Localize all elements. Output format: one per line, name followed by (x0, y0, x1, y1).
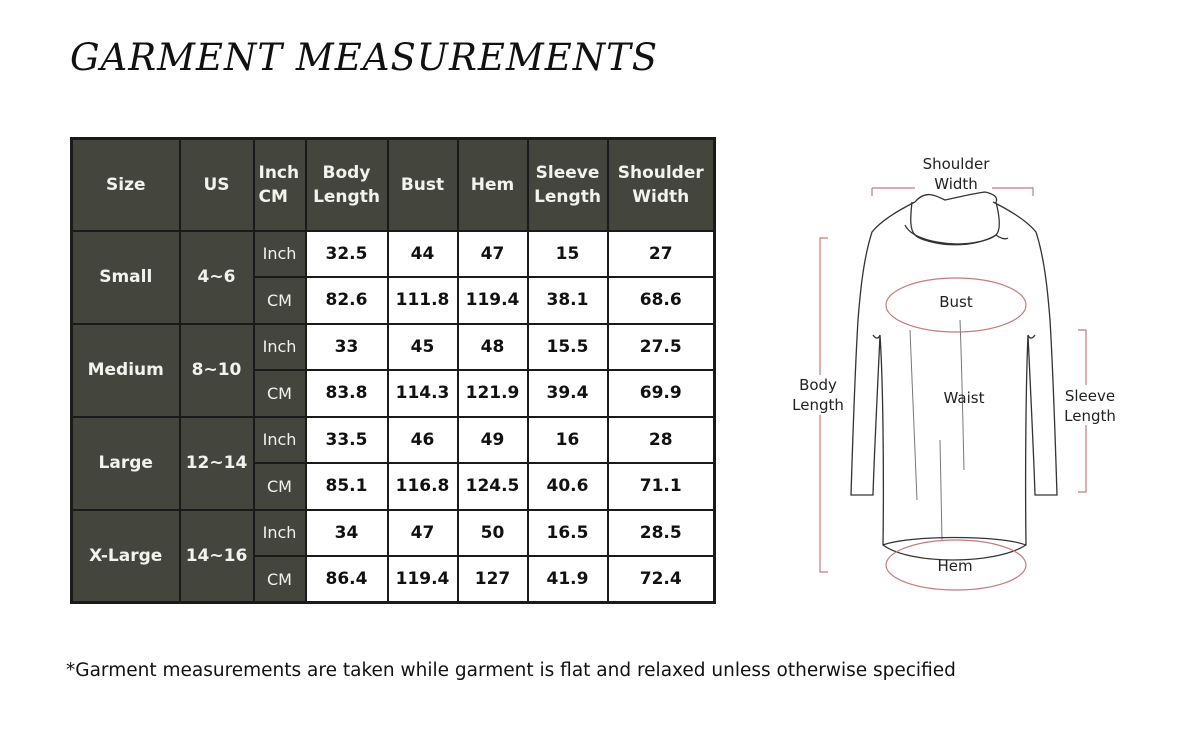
us-size-label: 14~16 (180, 510, 254, 603)
size-label: X-Large (72, 510, 180, 603)
table-row (72, 324, 715, 371)
hem-value: 124.5 (458, 463, 528, 510)
header-hem: Hem (458, 139, 528, 231)
bust-value: 114.3 (388, 370, 458, 417)
header-body-length-line2: Length (313, 186, 380, 207)
sleeve-length-value: 16 (528, 417, 608, 464)
shoulder-width-value: 72.4 (608, 556, 715, 603)
header-shoulder-width (608, 139, 715, 231)
garment-diagram (760, 140, 1160, 600)
label-waist: Waist (943, 389, 985, 407)
bust-value: 111.8 (388, 277, 458, 324)
label-body-length-line1: Body (799, 376, 837, 394)
header-sleeve-length-line2: Length (534, 186, 601, 207)
header-body-length (306, 139, 388, 231)
label-bust: Bust (939, 293, 973, 311)
footnote: *Garment measurements are taken while garment is flat and relaxed unless otherwise specified (66, 660, 956, 681)
sleeve-length-value: 16.5 (528, 510, 608, 557)
us-size-label: 12~14 (180, 417, 254, 510)
unit-label: Inch (254, 231, 306, 278)
body-length-value: 85.1 (306, 463, 388, 510)
table-row (72, 417, 715, 464)
label-hem: Hem (937, 557, 973, 575)
hem-value: 119.4 (458, 277, 528, 324)
sleeve-length-value: 41.9 (528, 556, 608, 603)
size-chart-table (70, 137, 716, 604)
header-body-length-line1: Body (322, 162, 371, 183)
label-shoulder-width-line2: Width (934, 175, 978, 193)
unit-label: Inch (254, 510, 306, 557)
header-sleeve-length-line1: Sleeve (535, 162, 600, 183)
bust-value: 44 (388, 231, 458, 278)
shoulder-width-value: 71.1 (608, 463, 715, 510)
header-shoulder-width-line1: Shoulder (617, 162, 704, 183)
unit-label: Inch (254, 324, 306, 371)
label-sleeve-length-line2: Length (1064, 407, 1116, 425)
sleeve-length-value: 15 (528, 231, 608, 278)
header-bust: Bust (388, 139, 458, 231)
header-shoulder-width-line2: Width (632, 186, 690, 207)
body-length-value: 32.5 (306, 231, 388, 278)
unit-label: CM (254, 277, 306, 324)
unit-label: CM (254, 556, 306, 603)
header-unit (254, 139, 306, 231)
size-label: Large (72, 417, 180, 510)
body-length-value: 86.4 (306, 556, 388, 603)
shoulder-width-value: 27 (608, 231, 715, 278)
hem-value: 48 (458, 324, 528, 371)
label-body-length-line2: Length (792, 396, 844, 414)
unit-label: CM (254, 463, 306, 510)
table-row (72, 231, 715, 278)
body-length-value: 82.6 (306, 277, 388, 324)
hem-value: 127 (458, 556, 528, 603)
sleeve-length-value: 15.5 (528, 324, 608, 371)
bust-value: 45 (388, 324, 458, 371)
shoulder-width-value: 69.9 (608, 370, 715, 417)
label-shoulder-width-line1: Shoulder (922, 155, 990, 173)
sleeve-length-value: 40.6 (528, 463, 608, 510)
table-row (72, 510, 715, 557)
header-us: US (180, 139, 254, 231)
header-unit-inch: Inch (258, 162, 300, 183)
label-sleeve-length-line1: Sleeve (1064, 387, 1116, 405)
unit-label: Inch (254, 417, 306, 464)
unit-label: CM (254, 370, 306, 417)
bust-value: 47 (388, 510, 458, 557)
body-length-value: 83.8 (306, 370, 388, 417)
table-header-row (72, 139, 715, 231)
header-unit-cm: CM (258, 186, 288, 207)
shoulder-width-value: 68.6 (608, 277, 715, 324)
shoulder-width-value: 28.5 (608, 510, 715, 557)
header-size: Size (72, 139, 180, 231)
hem-value: 47 (458, 231, 528, 278)
bust-value: 119.4 (388, 556, 458, 603)
size-label: Medium (72, 324, 180, 417)
garment-outline (851, 192, 1057, 560)
shoulder-width-value: 27.5 (608, 324, 715, 371)
hem-value: 50 (458, 510, 528, 557)
body-length-value: 33 (306, 324, 388, 371)
hem-value: 121.9 (458, 370, 528, 417)
header-sleeve-length (528, 139, 608, 231)
bust-value: 46 (388, 417, 458, 464)
size-label: Small (72, 231, 180, 324)
body-length-value: 33.5 (306, 417, 388, 464)
us-size-label: 8~10 (180, 324, 254, 417)
us-size-label: 4~6 (180, 231, 254, 324)
page-title: GARMENT MEASUREMENTS (70, 36, 659, 79)
sleeve-length-value: 38.1 (528, 277, 608, 324)
sleeve-length-value: 39.4 (528, 370, 608, 417)
body-length-value: 34 (306, 510, 388, 557)
shoulder-width-value: 28 (608, 417, 715, 464)
hem-value: 49 (458, 417, 528, 464)
bust-value: 116.8 (388, 463, 458, 510)
